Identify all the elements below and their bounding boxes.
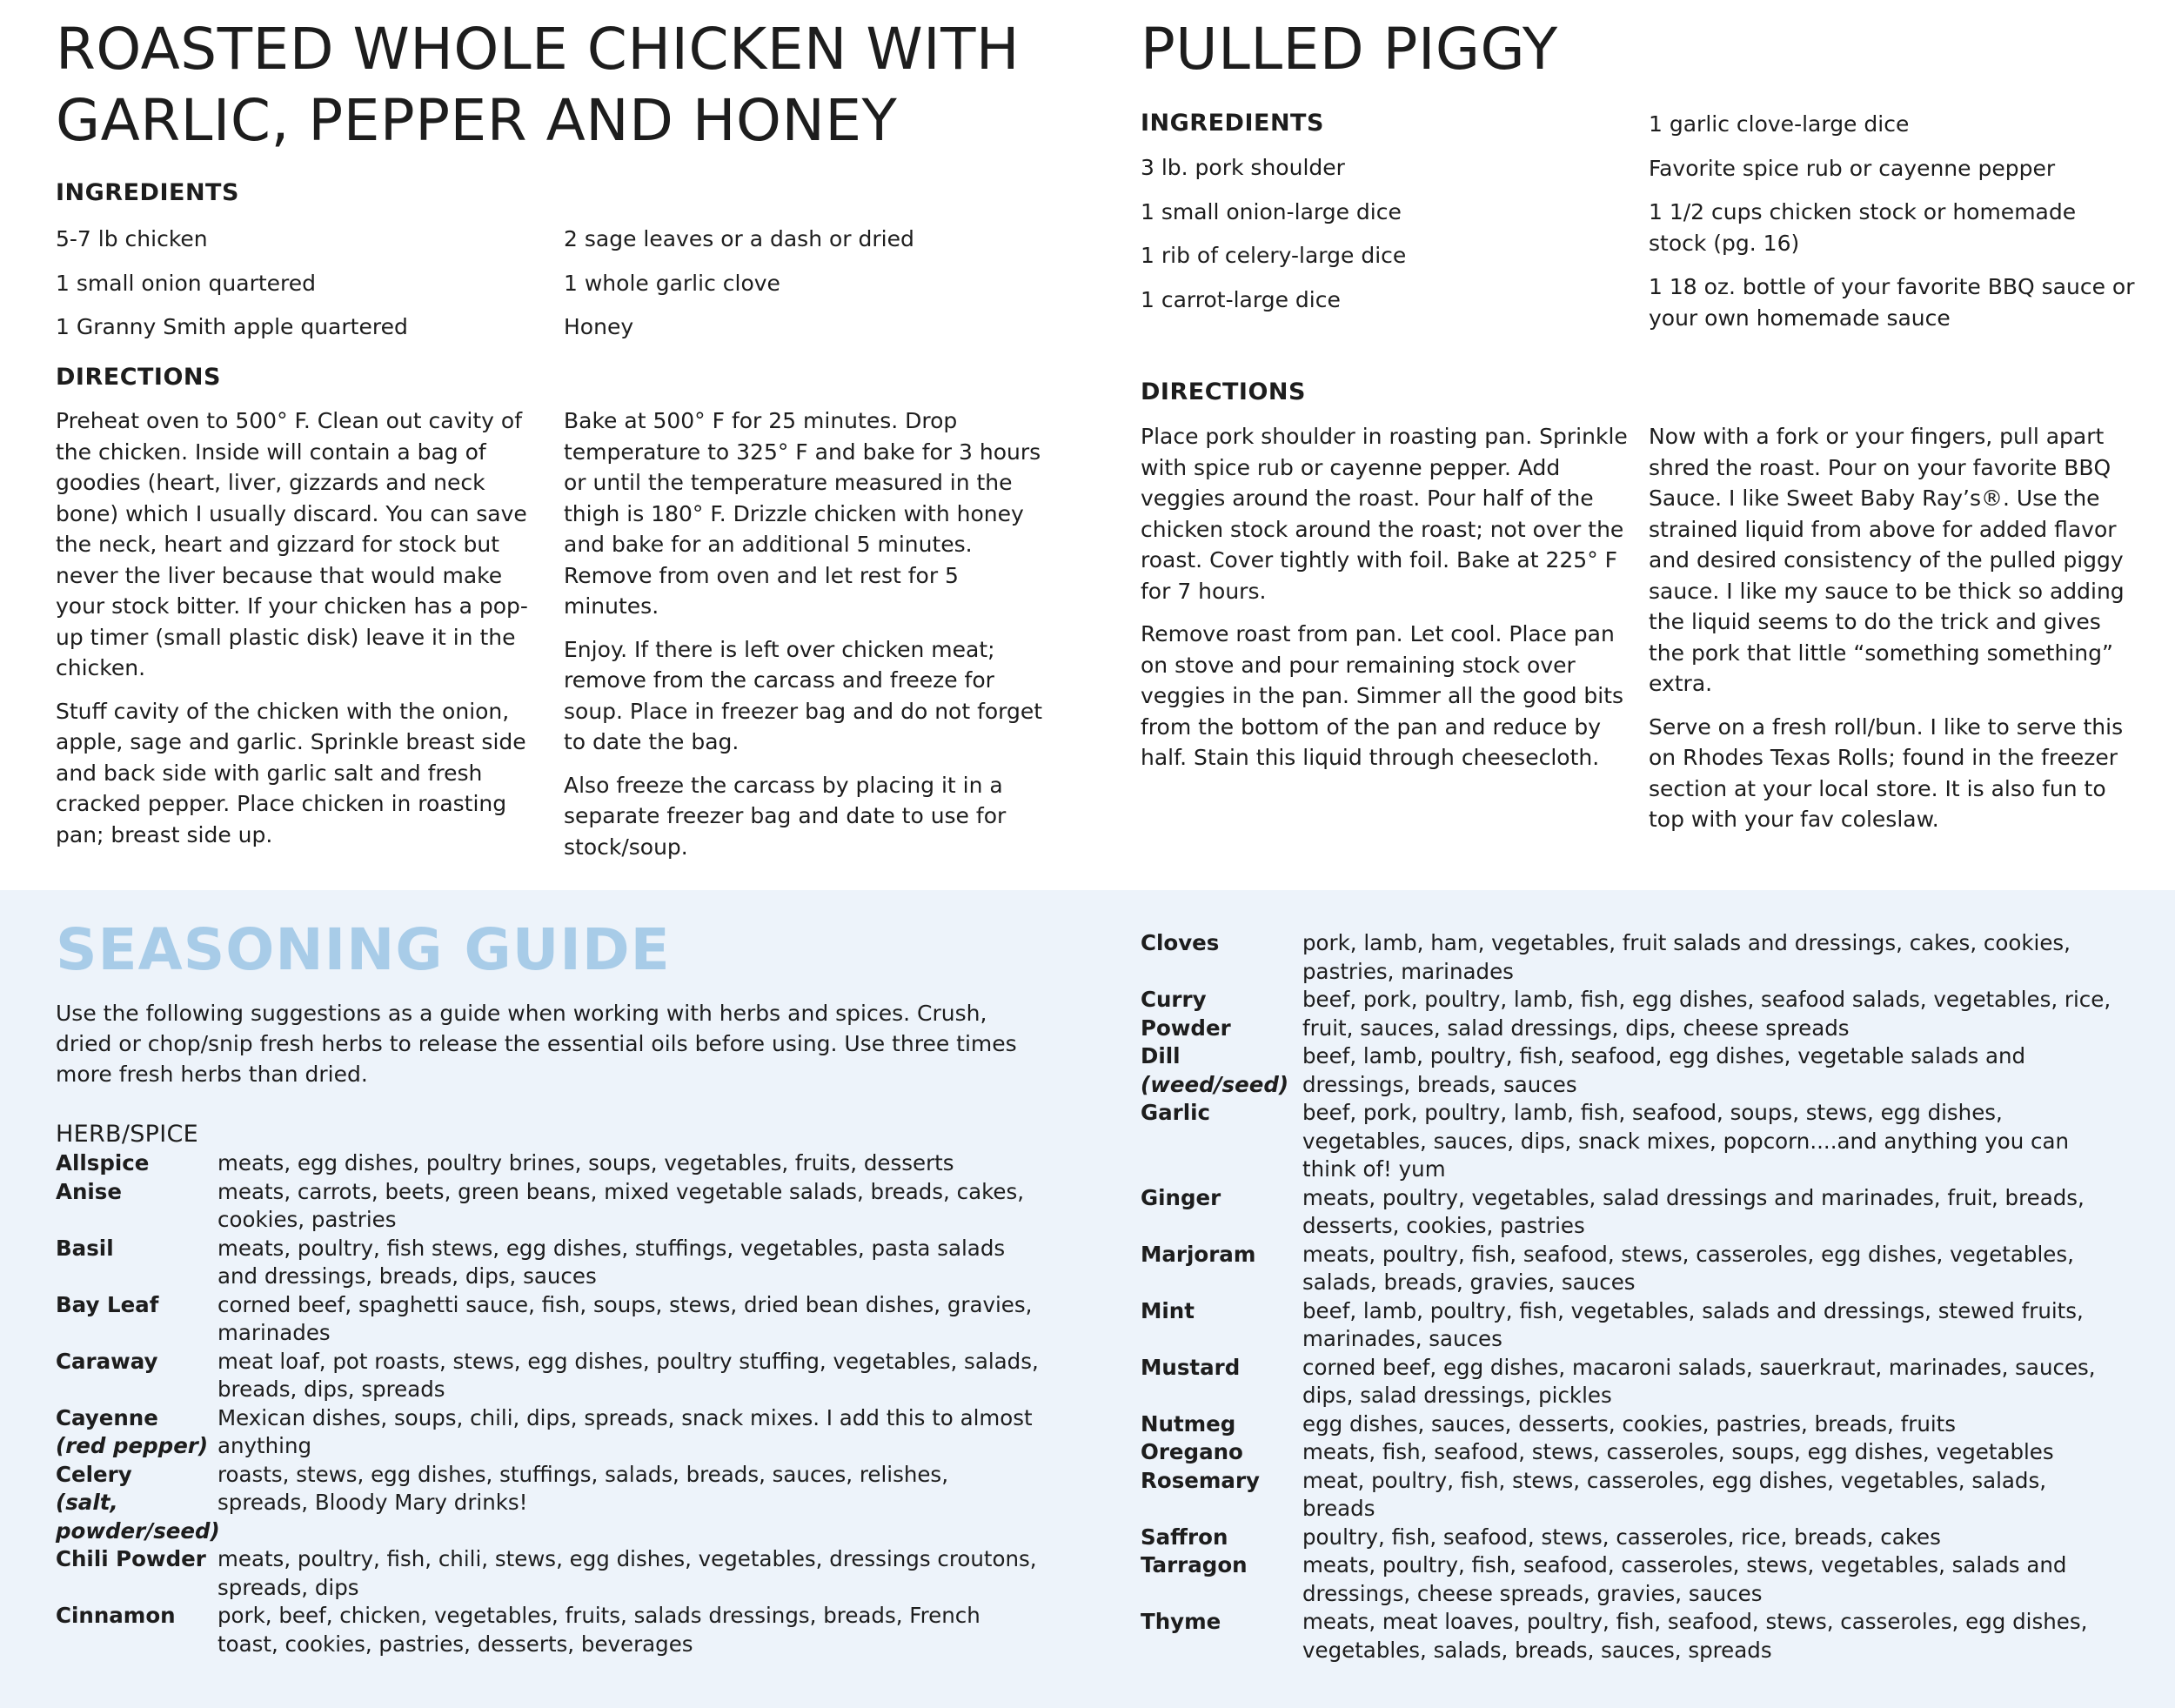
herb-uses: meats, poultry, fish, chili, stews, egg dishes, vegetables, dressings croutons, spreads, dips xyxy=(218,1546,1037,1600)
herb-name xyxy=(1141,1524,1302,1552)
piggy-title: PULLED PIGGY xyxy=(1141,16,1558,83)
herb-row xyxy=(1141,1608,2124,1664)
herb-row xyxy=(56,1235,1039,1291)
herb-uses: meats, egg dishes, poultry brines, soups, vegetables, fruits, desserts xyxy=(218,1150,954,1176)
herb-name-text: Garlic xyxy=(1141,1100,1211,1125)
herb-uses: meats, meat loaves, poultry, fish, seafood, stews, casseroles, egg dishes, vegetables, salads, breads, sauces, spreads xyxy=(1302,1609,2088,1663)
ingredient-item: Honey xyxy=(564,314,634,339)
herb-name-text: Anise xyxy=(56,1178,123,1204)
herb-name xyxy=(1141,929,1302,986)
herb-row xyxy=(1141,1410,2124,1439)
herb-name xyxy=(56,1235,218,1291)
herb-uses: meat loaf, pot roasts, stews, egg dishes, poultry stuffing, vegetables, salads, breads, dips, spreads xyxy=(218,1348,1039,1402)
herb-row xyxy=(1141,1297,2124,1354)
herb-row xyxy=(56,1461,1039,1546)
herb-name-text: Cloves xyxy=(1141,930,1220,955)
ingredient-item: 1 small onion quartered xyxy=(56,270,317,296)
herb-row xyxy=(56,1348,1039,1404)
herb-name-text: Cayenne xyxy=(56,1404,158,1430)
herb-name-text: Cinnamon xyxy=(56,1603,176,1628)
herb-uses: beef, lamb, poultry, fish, vegetables, salads and dressings, stewed fruits, marinades, sauces xyxy=(1302,1297,2084,1351)
herb-uses: poultry, fish, seafood, stews, casseroles, rice, breads, cakes xyxy=(1302,1524,1941,1550)
herb-name xyxy=(56,1291,218,1348)
herb-row xyxy=(1141,1467,2124,1524)
herb-name xyxy=(56,1602,218,1658)
herb-name-text: Allspice xyxy=(56,1150,150,1176)
herb-uses: corned beef, spaghetti sauce, fish, soups, stews, dried bean dishes, gravies, marinades xyxy=(218,1291,1033,1345)
chicken-recipe-title xyxy=(56,14,1065,157)
ingredient-item: 1 whole garlic clove xyxy=(564,270,780,296)
piggy-ingredients-heading: INGREDIENTS xyxy=(1141,110,1324,137)
herb-uses: beef, lamb, poultry, fish, seafood, egg dishes, vegetable salads and dressings, breads, sauces xyxy=(1302,1043,2026,1097)
herb-name xyxy=(1141,1551,1302,1608)
herb-uses: Mexican dishes, soups, chili, dips, spreads, snack mixes. I add this to almost anything xyxy=(218,1404,1033,1458)
herb-name xyxy=(1141,1438,1302,1467)
herb-name xyxy=(1141,986,1302,1042)
seasoning-guide-panel xyxy=(0,890,2175,1708)
herb-row xyxy=(56,1404,1039,1461)
direction-paragraph: Enjoy. If there is left over chicken meat; remove from the carcass and freeze for soup. Place in freezer bag and do not forget to date the bag. xyxy=(564,636,1043,754)
herb-uses: egg dishes, sauces, desserts, cookies, pastries, breads, fruits xyxy=(1302,1410,1957,1437)
herb-uses: beef, pork, poultry, lamb, fish, seafood, soups, stews, egg dishes, vegetables, sauces, dips, snack mixes, popcorn....and anything you can think of! yum xyxy=(1302,1100,2070,1182)
ingredient-item: 3 lb. pork shoulder xyxy=(1141,155,1345,180)
herb-name xyxy=(56,1348,218,1404)
ingredient-item: 5-7 lb chicken xyxy=(56,226,208,251)
herb-table-right xyxy=(1141,929,2124,1664)
herb-name-text: Basil xyxy=(56,1235,114,1261)
herb-name-text: Caraway xyxy=(56,1348,158,1374)
herb-uses: meats, poultry, fish, seafood, casseroles, stews, vegetables, salads and dressings, cheese spreads, gravies, sauces xyxy=(1302,1552,2067,1606)
herb-name xyxy=(1141,1042,1302,1099)
herb-row xyxy=(1141,1354,2124,1410)
herb-uses: beef, pork, poultry, lamb, fish, egg dishes, seafood salads, vegetables, rice, fruit, sauces, salad dressings, dips, cheese spreads xyxy=(1302,987,2111,1041)
herb-name-text: Mint xyxy=(1141,1297,1195,1323)
herb-row xyxy=(56,1545,1039,1602)
herb-name-note: (red pepper) xyxy=(56,1433,209,1458)
herb-uses: meat, poultry, fish, stews, casseroles, egg dishes, vegetables, salads, breads xyxy=(1302,1467,2047,1521)
herb-name-note: (weed/seed) xyxy=(1141,1071,1289,1097)
herb-name-text: Rosemary xyxy=(1141,1467,1261,1493)
herb-name-text: Chili Powder xyxy=(56,1546,206,1571)
chicken-directions-right xyxy=(564,405,1051,874)
herb-uses: corned beef, egg dishes, macaroni salads, sauerkraut, marinades, sauces, dips, salad dressings, pickles xyxy=(1302,1354,2096,1408)
herb-name xyxy=(56,1149,218,1178)
herb-name xyxy=(1141,1354,1302,1410)
herb-row xyxy=(1141,929,2124,986)
herb-uses: pork, lamb, ham, vegetables, fruit salads and dressings, cakes, cookies, pastries, marinades xyxy=(1302,930,2071,984)
ingredient-item: 1 garlic clove-large dice xyxy=(1649,111,1910,137)
herb-uses: meats, poultry, vegetables, salad dressings and marinades, fruit, breads, desserts, cookies, pastries xyxy=(1302,1184,2085,1238)
herb-table-left xyxy=(56,1149,1039,1658)
herb-name-text: Celery xyxy=(56,1461,132,1487)
herb-name-text: Nutmeg xyxy=(1141,1410,1236,1437)
herb-name xyxy=(1141,1410,1302,1439)
herb-row xyxy=(56,1149,1039,1178)
herb-name xyxy=(56,1178,218,1235)
chicken-ingredients-heading: INGREDIENTS xyxy=(56,179,239,206)
herb-name-text: Ginger xyxy=(1141,1184,1221,1210)
herb-row xyxy=(56,1602,1039,1658)
chicken-title-line1: ROASTED WHOLE CHICKEN WITH xyxy=(56,16,1021,83)
herb-uses: meats, poultry, fish, seafood, stews, casseroles, egg dishes, vegetables, salads, breads, gravies, sauces xyxy=(1302,1241,2074,1295)
direction-paragraph: Preheat oven to 500° F. Clean out cavity of the chicken. Inside will contain a bag of goodies (heart, liver, gizzards and neck bone) which I usually discard. You can save the neck, heart and gizzard for stock but never the liver because that would make your stock bitter. If your chicken has a pop-up timer (small plastic disk) leave it in the chicken. xyxy=(56,408,528,680)
herb-uses: meats, carrots, beets, green beans, mixed vegetable salads, breads, cakes, cookies, pastries xyxy=(218,1178,1025,1232)
ingredient-item: 1 Granny Smith apple quartered xyxy=(56,314,408,339)
chicken-directions-left xyxy=(56,405,552,862)
herb-row xyxy=(1141,1551,2124,1608)
herb-name-text: Saffron xyxy=(1141,1524,1228,1550)
herb-spice-header: HERB/SPICE xyxy=(56,1121,199,1148)
herb-name xyxy=(56,1404,218,1461)
ingredient-item: 1 small onion-large dice xyxy=(1141,198,1402,224)
herb-name xyxy=(1141,1467,1302,1524)
herb-name-text: Dill xyxy=(1141,1043,1181,1068)
herb-name-text: Mustard xyxy=(1141,1354,1241,1380)
herb-uses: meats, poultry, fish stews, egg dishes, stuffings, vegetables, pasta salads and dressings, breads, dips, sauces xyxy=(218,1235,1006,1289)
herb-name xyxy=(56,1461,218,1546)
herb-name xyxy=(1141,1184,1302,1241)
ingredient-item: Favorite spice rub or cayenne pepper xyxy=(1649,155,2056,181)
herb-name-text: Thyme xyxy=(1141,1609,1221,1634)
herb-row xyxy=(56,1178,1039,1235)
herb-name xyxy=(56,1545,218,1602)
chicken-ingredients-left xyxy=(56,224,543,356)
herb-row xyxy=(1141,1099,2124,1184)
piggy-ingredients-left xyxy=(1141,152,1628,328)
herb-name-note: (salt, powder/seed) xyxy=(56,1490,220,1544)
herb-name-text: Curry Powder xyxy=(1141,987,1231,1041)
piggy-directions-right xyxy=(1649,421,2136,847)
herb-row xyxy=(1141,1042,2124,1099)
direction-paragraph: Now with a fork or your fingers, pull apart shred the roast. Pour on your favorite BBQ Sauce. I like Sweet Baby Ray’s®. Use the strained liquid from above for added flavor and desired consistency of the pulled piggy sauce. I like my sauce to be thick so adding the liquid seems to do the trick and gives the pork that little “something something” extra. xyxy=(1649,424,2125,696)
herb-row xyxy=(1141,1241,2124,1297)
herb-uses: roasts, stews, egg dishes, stuffings, salads, breads, sauces, relishes, spreads, Bloody Mary drinks! xyxy=(218,1461,948,1515)
ingredient-item: 2 sage leaves or a dash or dried xyxy=(564,226,914,251)
ingredient-item: 1 1/2 cups chicken stock or homemade stock (pg. 16) xyxy=(1649,199,2077,256)
herb-name xyxy=(1141,1099,1302,1184)
piggy-directions-left xyxy=(1141,421,1628,786)
seasoning-guide-title: SEASONING GUIDE xyxy=(56,916,671,983)
direction-paragraph: Place pork shoulder in roasting pan. Sprinkle with spice rub or cayenne pepper. Add veggies around the roast. Pour half of the chicken stock around the roast; not over the roast. Cover tightly with foil. Bake at 225° F for 7 hours. xyxy=(1141,424,1628,604)
herb-row xyxy=(1141,1524,2124,1552)
direction-paragraph: Stuff cavity of the chicken with the onion, apple, sage and garlic. Sprinkle breast side and back side with garlic salt and fresh cracked pepper. Place chicken in roasting pan; breast side up. xyxy=(56,698,526,847)
direction-paragraph: Also freeze the carcass by placing it in a separate freezer bag and date to use for stock/soup. xyxy=(564,772,1007,860)
herb-name-text: Oregano xyxy=(1141,1439,1243,1464)
ingredient-item: 1 rib of celery-large dice xyxy=(1141,243,1407,268)
herb-row xyxy=(1141,1438,2124,1467)
chicken-title-line2: GARLIC, PEPPER AND HONEY xyxy=(56,87,898,154)
herb-name xyxy=(1141,1608,1302,1664)
ingredient-item: 1 18 oz. bottle of your favorite BBQ sauce or your own homemade sauce xyxy=(1649,274,2135,331)
herb-row xyxy=(1141,986,2124,1042)
chicken-ingredients-right xyxy=(564,224,1051,356)
direction-paragraph: Serve on a fresh roll/bun. I like to serve this on Rhodes Texas Rolls; found in the freezer section at your local store. It is also fun to top with your fav coleslaw. xyxy=(1649,713,2124,832)
direction-paragraph: Bake at 500° F for 25 minutes. Drop temperature to 325° F and bake for 3 hours or until the temperature measured in the thigh is 180° F. Drizzle chicken with honey and bake for an additional 5 minutes. Remove from oven and let rest for 5 minutes. xyxy=(564,408,1041,619)
herb-name xyxy=(1141,1297,1302,1354)
ingredient-item: 1 carrot-large dice xyxy=(1141,286,1341,312)
herb-row xyxy=(56,1291,1039,1348)
herb-name-text: Tarragon xyxy=(1141,1552,1248,1577)
herb-name xyxy=(1141,1241,1302,1297)
herb-row xyxy=(1141,1184,2124,1241)
herb-name-text: Marjoram xyxy=(1141,1241,1256,1267)
direction-paragraph: Remove roast from pan. Let cool. Place pan on stove and pour remaining stock over veggies in the pan. Simmer all the good bits from the bottom of the pan and reduce by half. Stain this liquid through cheesecloth. xyxy=(1141,621,1624,770)
herb-uses: meats, fish, seafood, stews, casseroles, soups, egg dishes, vegetables xyxy=(1302,1439,2054,1464)
seasoning-intro: Use the following suggestions as a guide when working with herbs and spices. Crush, dried or chop/snip fresh herbs to release the essential oils before using. Use three times more fresh herbs than dried. xyxy=(56,1001,1017,1087)
piggy-directions-heading: DIRECTIONS xyxy=(1141,378,1306,405)
herb-name-text: Bay Leaf xyxy=(56,1291,159,1317)
herb-uses: pork, beef, chicken, vegetables, fruits, salads dressings, breads, French toast, cookies, pastries, desserts, beverages xyxy=(218,1603,980,1657)
piggy-ingredients-right xyxy=(1649,109,2136,346)
chicken-directions-heading: DIRECTIONS xyxy=(56,364,221,391)
